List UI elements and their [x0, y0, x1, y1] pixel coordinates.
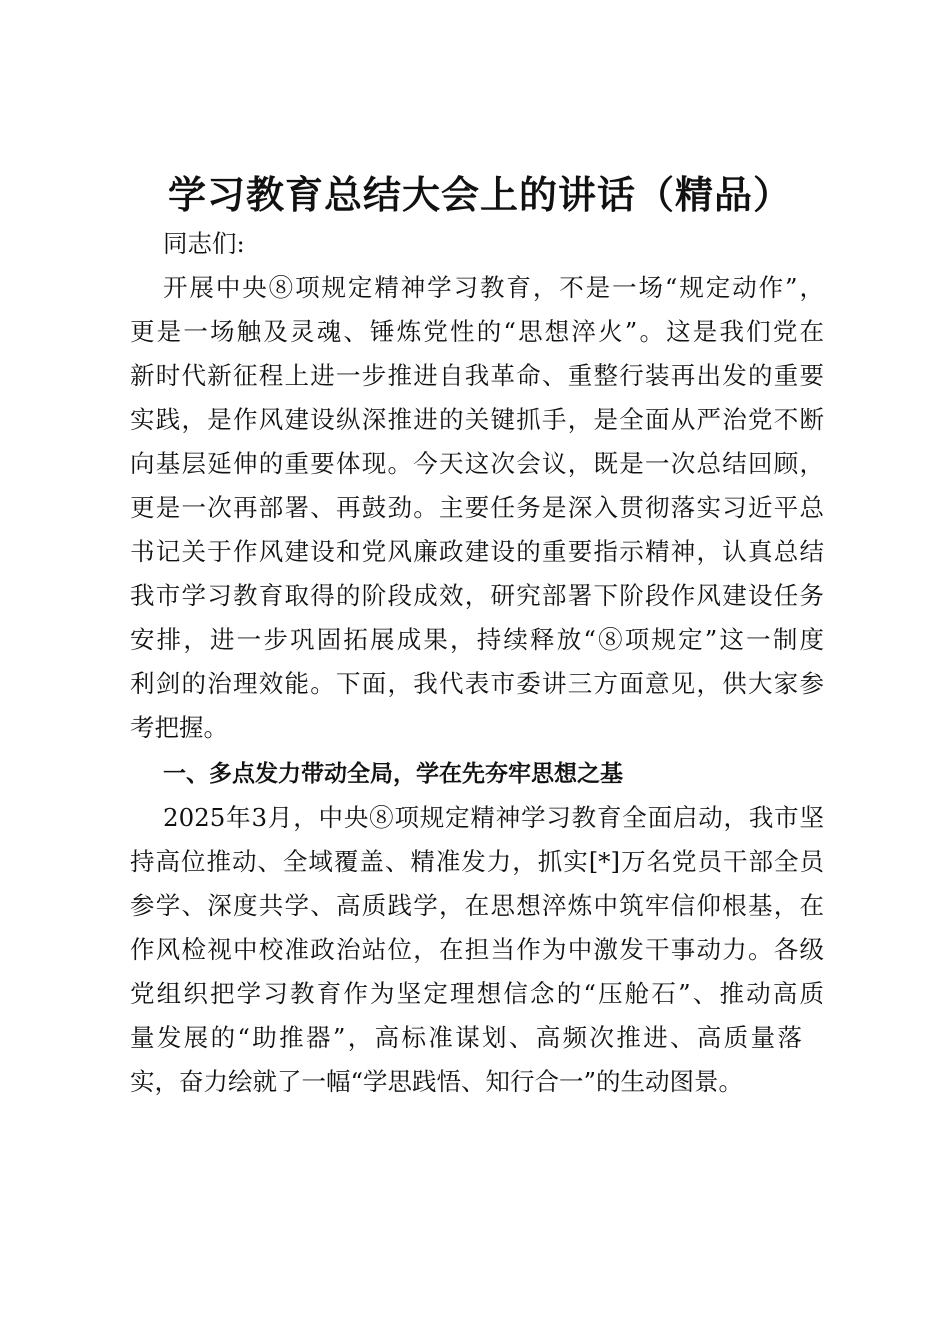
paragraph-line: 参学、深度共学、高质践学，在思想淬炼中筑牢信仰根基，在: [130, 891, 824, 920]
paragraph-line: 2025年3月，中央⑧项规定精神学习教育全面启动，我市坚: [163, 803, 824, 832]
paragraph-line: 开展中央⑧项规定精神学习教育，不是一场“规定动作”，: [163, 273, 824, 302]
paragraph-line: 作风检视中校准政治站位，在担当作为中激发干事动力。各级: [130, 935, 824, 964]
paragraph-line: 我市学习教育取得的阶段成效，研究部署下阶段作风建设任务: [130, 581, 824, 610]
paragraph-line: 更是一次再部署、再鼓劲。主要任务是深入贯彻落实习近平总: [130, 493, 824, 522]
paragraph-line: 考把握。: [130, 713, 228, 742]
section-heading: 一、多点发力带动全局，学在先夯牢思想之基: [163, 761, 623, 787]
document-body: [130, 222, 824, 1104]
paragraph-line: 向基层延伸的重要体现。今天这次会议，既是一次总结回顾，: [130, 449, 824, 478]
document-title: 学习教育总结大会上的讲话（精品）: [167, 173, 792, 217]
paragraph-line: 实，奋力绘就了一幅“学思践悟、知行合一”的生动图景。: [130, 1067, 744, 1096]
paragraph-line: 党组织把学习教育作为坚定理想信念的“压舱石”、推动高质: [130, 979, 824, 1008]
paragraph-line: 新时代新征程上进一步推进自我革命、重整行装再出发的重要: [130, 361, 824, 390]
paragraph-line: 书记关于作风建设和党风廉政建设的重要指示精神，认真总结: [130, 537, 824, 566]
paragraph-line: 量发展的“助推器”，高标准谋划、高频次推进、高质量落: [130, 1023, 802, 1052]
paragraph-line: 更是一场触及灵魂、锤炼党性的“思想淬火”。这是我们党在: [130, 317, 824, 346]
paragraph-line: 利剑的治理效能。下面，我代表市委讲三方面意见，供大家参: [130, 669, 824, 698]
paragraph-line: 安排，进一步巩固拓展成果，持续释放“⑧项规定”这一制度: [130, 625, 824, 654]
paragraph-line: 持高位推动、全域覆盖、精准发力，抓实[*]万名党员干部全员: [130, 847, 824, 876]
salutation: 同志们:: [163, 229, 245, 258]
paragraph-line: 实践，是作风建设纵深推进的关键抓手，是全面从严治党不断: [130, 405, 824, 434]
